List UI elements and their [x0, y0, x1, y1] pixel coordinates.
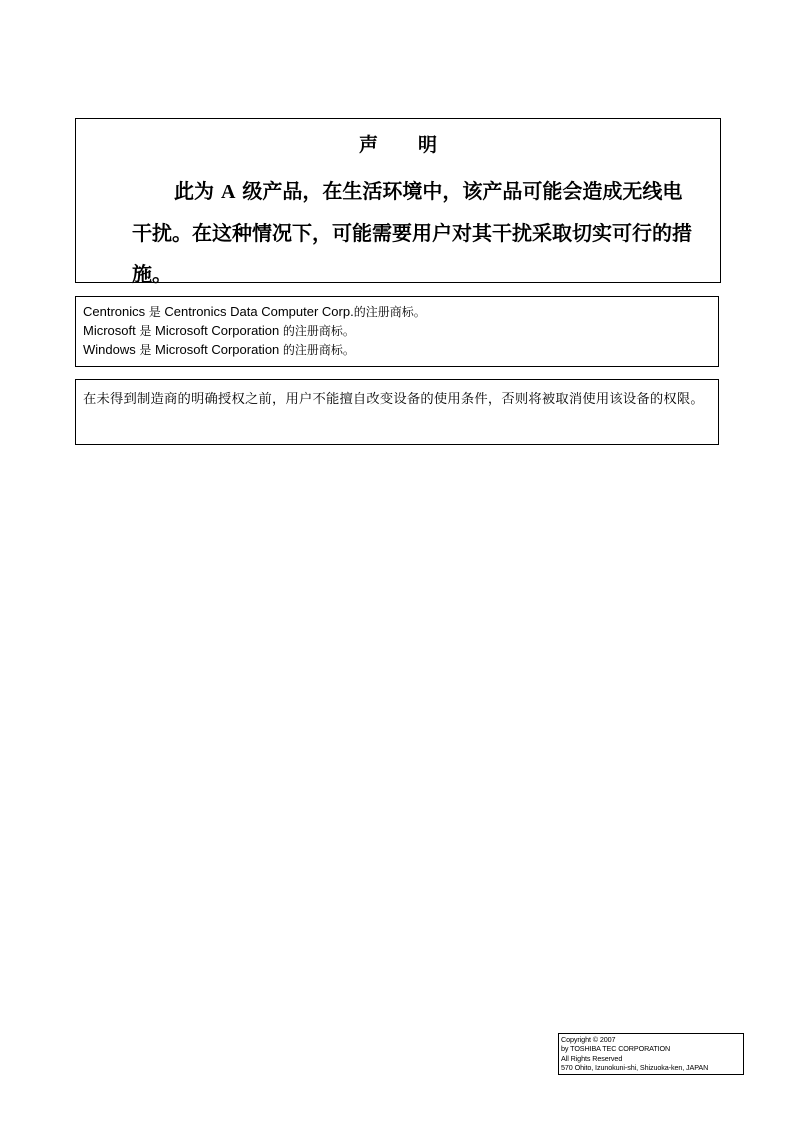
trademark-suffix: 的注册商标。 — [282, 343, 355, 357]
trademark-name: Centronics — [83, 304, 146, 319]
trademark-owner: Centronics Data Computer Corp. — [164, 304, 354, 319]
trademark-box — [75, 296, 719, 367]
trademark-is: 是 — [139, 343, 152, 357]
copyright-company: by TOSHIBA TEC CORPORATION — [561, 1044, 671, 1053]
warning-text: 在未得到制造商的明确授权之前，用户不能擅自改变设备的使用条件，否则将被取消使用该设备的权限。 — [83, 392, 704, 407]
copyright-rights: All Rights Reserved — [561, 1054, 623, 1063]
trademark-owner: Microsoft Corporation — [155, 323, 280, 338]
copyright-notice: Copyright © 2007 — [561, 1035, 616, 1044]
trademark-owner: Microsoft Corporation — [155, 342, 280, 357]
declaration-body-post: 级产品，在生活环境中，该产品可能会造成无线电干扰。在这种情况下，可能需要用户对其干扰采取切实可行的措施。 — [132, 179, 692, 286]
trademark-line — [83, 323, 355, 339]
trademark-name: Microsoft — [83, 323, 136, 338]
warning-box — [75, 379, 719, 445]
trademark-line — [83, 342, 355, 358]
trademark-name: Windows — [83, 342, 136, 357]
trademark-suffix: 的注册商标。 — [282, 324, 355, 338]
trademark-line — [83, 304, 426, 320]
declaration-title: 声明 — [358, 134, 477, 156]
copyright-box — [558, 1033, 744, 1075]
declaration-body-pre: 此为 — [174, 179, 214, 203]
declaration-body — [132, 171, 696, 295]
trademark-suffix: 的注册商标。 — [353, 305, 426, 319]
declaration-box — [75, 118, 721, 286]
trademark-is: 是 — [139, 324, 152, 338]
declaration-class-letter: A — [220, 181, 236, 203]
trademark-is: 是 — [148, 305, 161, 319]
copyright-address: 570 Ohito, Izunokuni-shi, Shizuoka-ken, JAPAN — [561, 1063, 709, 1072]
